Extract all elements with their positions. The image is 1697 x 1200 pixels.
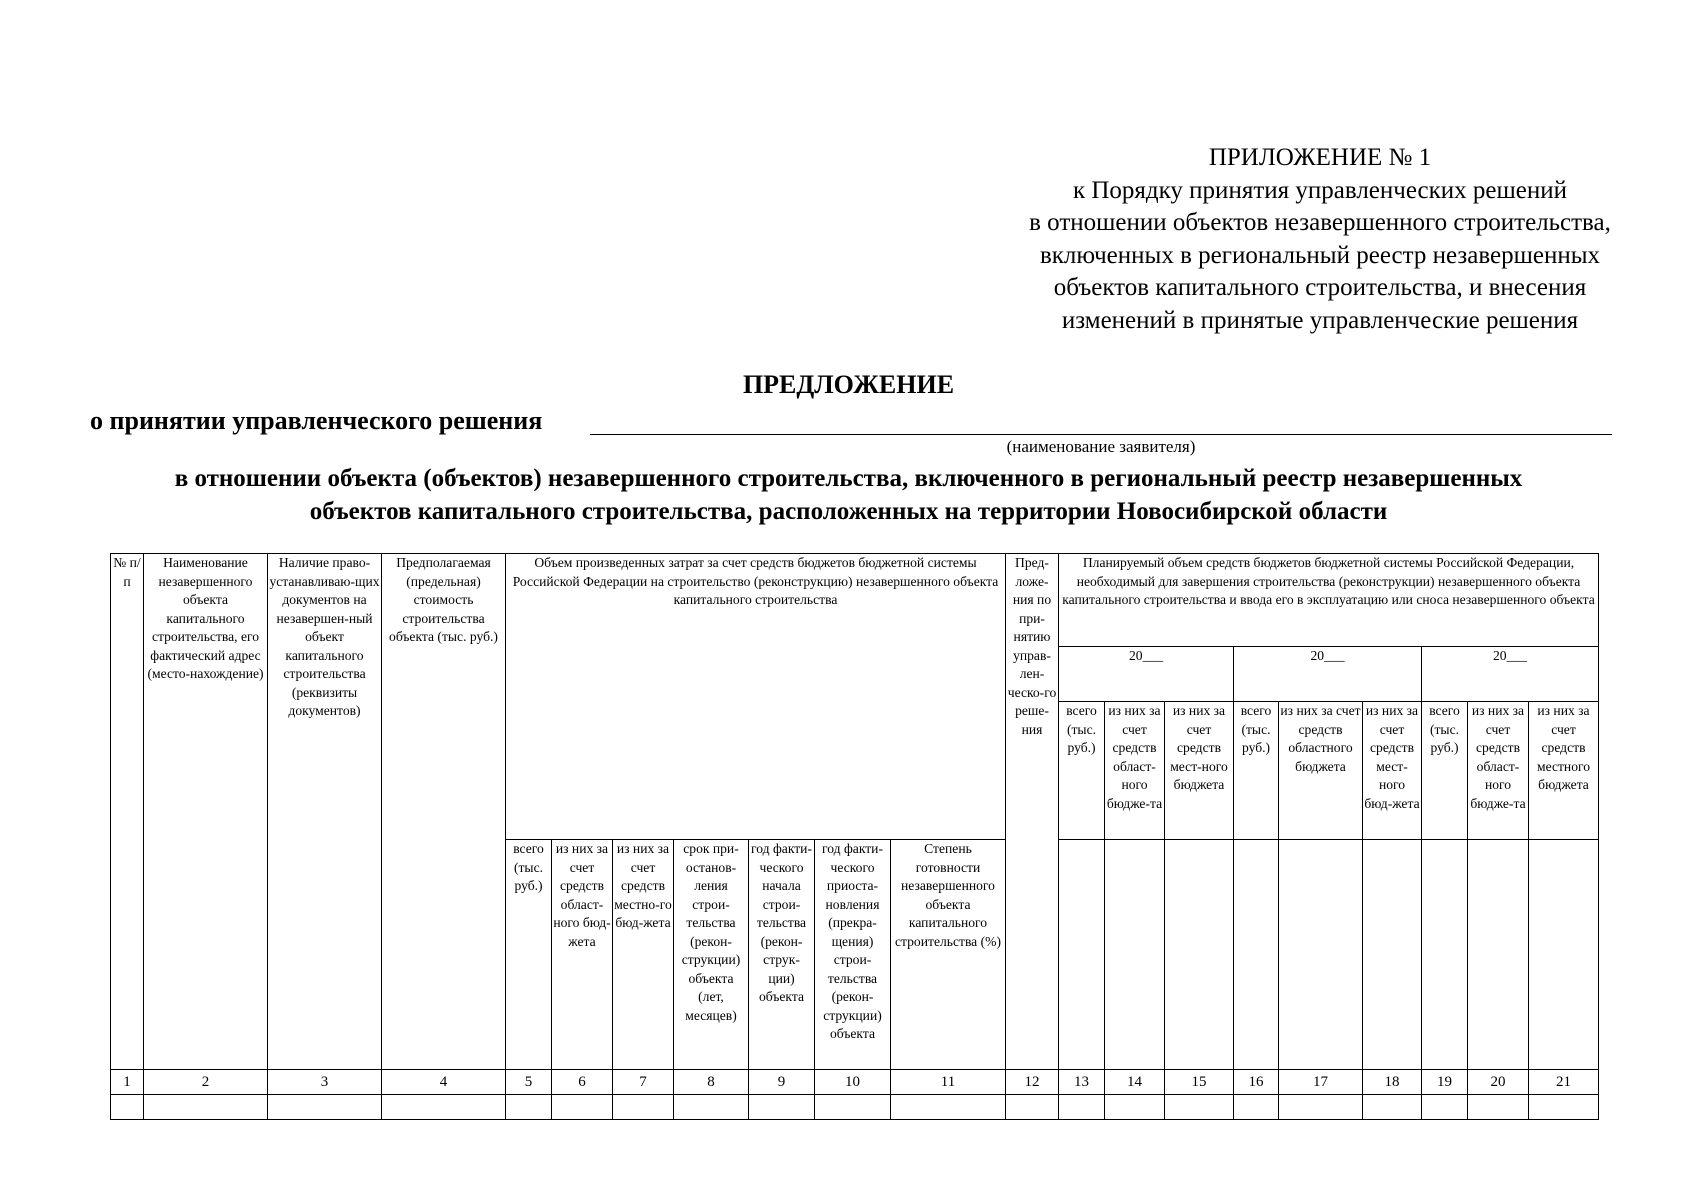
planned-cell-13 (1059, 840, 1105, 1070)
planned-cell-18 (1363, 840, 1422, 1070)
data-cell[interactable] (1363, 1095, 1422, 1120)
costs-group-header: Объем произведенных затрат за счет средств бюджетов бюджетной системы Российской Федерации на строительство (реконструкцию) незавершенного объекта капитального строительства (506, 554, 1006, 840)
empty-data-row (111, 1095, 1599, 1120)
year-2-header: 20___ (1234, 647, 1422, 702)
column-number: 9 (749, 1070, 815, 1095)
col-7-header: из них за счет средств местно-го бюд-жета (613, 840, 674, 1070)
data-cell[interactable] (1468, 1095, 1529, 1120)
planned-cell-15 (1165, 840, 1234, 1070)
data-cell[interactable] (144, 1095, 268, 1120)
data-cell[interactable] (613, 1095, 674, 1120)
data-cell[interactable] (891, 1095, 1006, 1120)
applicant-blank-line (590, 434, 1612, 435)
col-16-header: всего (тыс. руб.) (1234, 702, 1279, 840)
col-18-header: из них за счет средств мест-ного бюд-жета (1363, 702, 1422, 840)
column-number: 11 (891, 1070, 1006, 1095)
col-number-header: № п/п (111, 554, 144, 1070)
appendix-header (960, 142, 1680, 337)
data-cell[interactable] (1105, 1095, 1165, 1120)
column-number: 5 (506, 1070, 552, 1095)
column-number: 18 (1363, 1070, 1422, 1095)
planned-cell-17 (1279, 840, 1363, 1070)
col-8-header: срок при-останов-ления строи-тельства (рекон-струкции) объекта (лет, месяцев) (674, 840, 749, 1070)
column-number: 17 (1279, 1070, 1363, 1095)
col-11-header: Степень готовности незавершенного объекта капитального строительства (%) (891, 840, 1006, 1070)
decision-line: о принятии управленческого решения (90, 406, 543, 435)
column-number: 20 (1468, 1070, 1529, 1095)
column-numbers-row (111, 1070, 1599, 1095)
col-10-header: год факти-ческого приоста-новления (прекра-щения) строи-тельства (рекон-струкции) объекта (815, 840, 891, 1070)
data-cell[interactable] (674, 1095, 749, 1120)
subject-line: в отношении объекта (объектов) незавершенного строительства, включенного в региональный реестр незавершенных (174, 465, 1523, 492)
col-5-header: всего (тыс. руб.) (506, 840, 552, 1070)
data-cell[interactable] (749, 1095, 815, 1120)
column-number: 13 (1059, 1070, 1105, 1095)
data-cell[interactable] (1006, 1095, 1059, 1120)
column-number: 16 (1234, 1070, 1279, 1095)
year-3-header: 20___ (1422, 647, 1599, 702)
column-number: 15 (1165, 1070, 1234, 1095)
appendix-title: ПРИЛОЖЕНИЕ № 1 (1208, 144, 1432, 171)
data-cell[interactable] (1165, 1095, 1234, 1120)
planned-cell-14 (1105, 840, 1165, 1070)
planned-cell-20 (1468, 840, 1529, 1070)
col-14-header: из них за счет средств област-ного бюдже-та (1105, 702, 1165, 840)
col-9-header: год факти-ческого начала строи-тельства (рекон-струк-ции) объекта (749, 840, 815, 1070)
subject-heading (0, 462, 1697, 528)
col-proposal-header: Пред-ложе-ния по при-нятию управ-лен-ческо-го реше-ния (1006, 554, 1059, 1070)
col-21-header: из них за счет средств местного бюджета (1529, 702, 1599, 840)
column-number: 6 (552, 1070, 613, 1095)
column-number: 7 (613, 1070, 674, 1095)
col-13-header: всего (тыс. руб.) (1059, 702, 1105, 840)
column-number: 14 (1105, 1070, 1165, 1095)
column-number: 4 (382, 1070, 506, 1095)
data-cell[interactable] (268, 1095, 382, 1120)
proposal-table (110, 553, 1599, 1120)
appendix-line: к Порядку принятия управленческих решений (1072, 176, 1568, 204)
applicant-caption: (наименование заявителя) (1006, 437, 1196, 456)
document-title: ПРЕДЛОЖЕНИЕ (742, 370, 955, 399)
data-cell[interactable] (1529, 1095, 1599, 1120)
col-20-header: из них за счет средств област-ного бюдже-та (1468, 702, 1529, 840)
appendix-line: изменений в принятые управленческие решения (1061, 306, 1579, 334)
appendix-line: включенных в региональный реестр незавершенных (1039, 241, 1601, 269)
col-object-name-header: Наименование незавершенного объекта капитального строительства, его фактический адрес (место-нахождение) (144, 554, 268, 1070)
column-number: 10 (815, 1070, 891, 1095)
data-cell[interactable] (1279, 1095, 1363, 1120)
data-cell[interactable] (1059, 1095, 1105, 1120)
data-cell[interactable] (111, 1095, 144, 1120)
appendix-line: в отношении объектов незавершенного строительства, (1029, 209, 1611, 236)
col-documents-header: Наличие право-устанавливаю-щих документов на незавершен-ный объект капитального строительства (реквизиты документов) (268, 554, 382, 1070)
col-estimated-cost-header: Предполагаемая (предельная) стоимость строительства объекта (тыс. руб.) (382, 554, 506, 1070)
column-number: 1 (111, 1070, 144, 1095)
col-6-header: из них за счет средств област-ного бюд-жета (552, 840, 613, 1070)
col-17-header: из них за счет средств областного бюджета (1279, 702, 1363, 840)
data-cell[interactable] (1422, 1095, 1468, 1120)
data-cell[interactable] (382, 1095, 506, 1120)
appendix-line: объектов капитального строительства, и внесения (1053, 274, 1587, 301)
planned-group-header: Планируемый объем средств бюджетов бюджетной системы Российской Федерации, необходимый для завершения строительства (реконструкции) незавершенного объекта капитального строительства и ввода его в эксплуатацию или сноса незавершенного объекта (1059, 554, 1599, 647)
planned-cell-16 (1234, 840, 1279, 1070)
planned-cell-21 (1529, 840, 1599, 1070)
planned-cell-19 (1422, 840, 1468, 1070)
data-cell[interactable] (815, 1095, 891, 1120)
data-cell[interactable] (1234, 1095, 1279, 1120)
col-19-header: всего (тыс. руб.) (1422, 702, 1468, 840)
column-number: 3 (268, 1070, 382, 1095)
year-1-header: 20___ (1059, 647, 1234, 702)
column-number: 2 (144, 1070, 268, 1095)
data-cell[interactable] (506, 1095, 552, 1120)
column-number: 12 (1006, 1070, 1059, 1095)
column-number: 21 (1529, 1070, 1599, 1095)
col-15-header: из них за счет средств мест-ного бюджета (1165, 702, 1234, 840)
data-cell[interactable] (552, 1095, 613, 1120)
column-number: 19 (1422, 1070, 1468, 1095)
subject-line: объектов капитального строительства, расположенных на территории Новосибирской области (309, 498, 1388, 525)
column-number: 8 (674, 1070, 749, 1095)
